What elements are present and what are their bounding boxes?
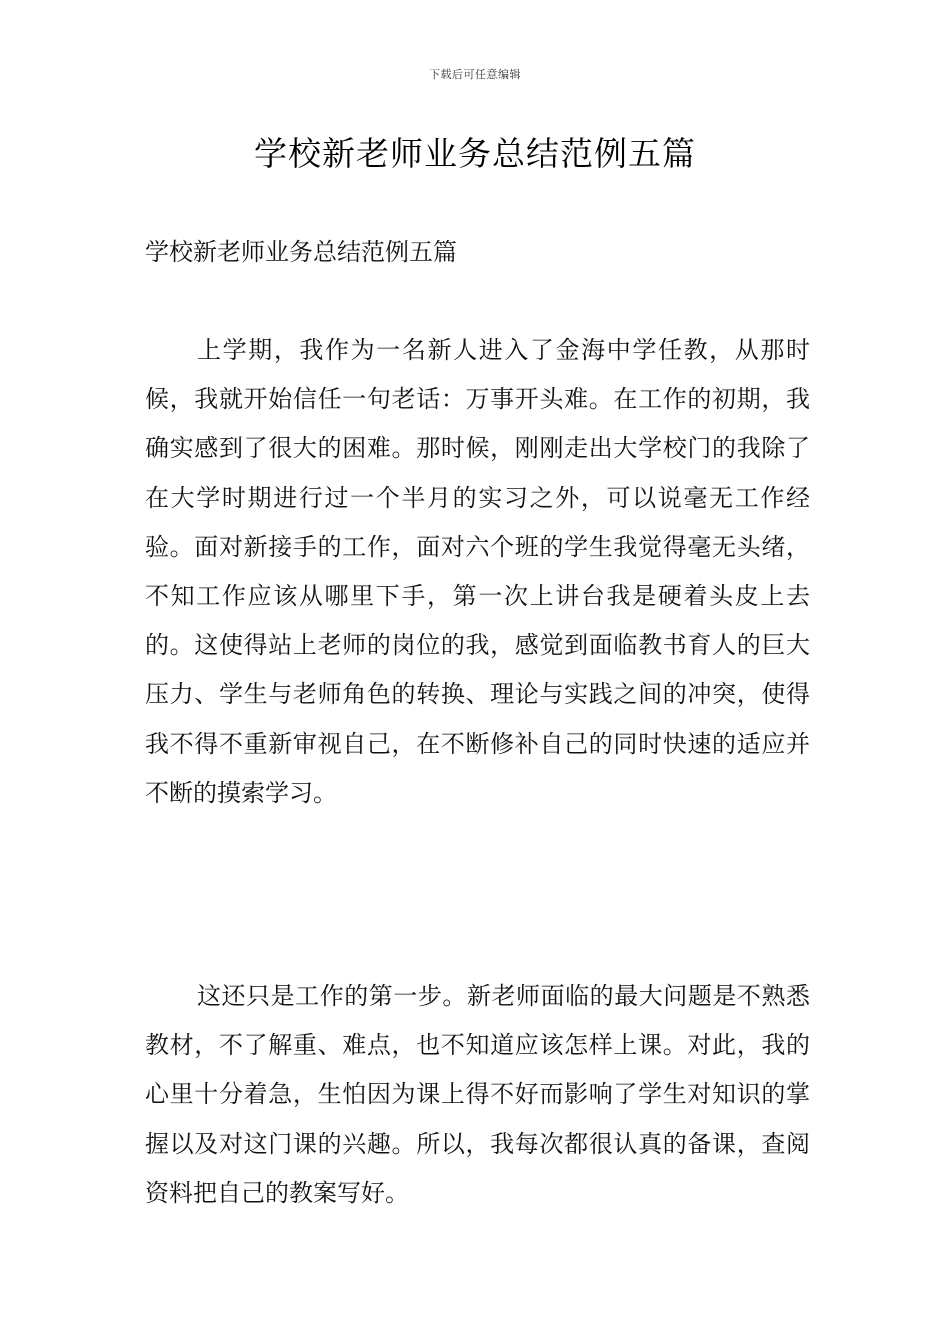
header-note: 下载后可任意编辑 bbox=[429, 68, 521, 81]
body-paragraph-2: 这还只是工作的第一步。新老师面临的最大问题是不熟悉教材，不了解重、难点，也不知道应该怎样上课。对此，我的心里十分着急，生怕因为课上得不好而影响了学生对知识的掌握以及对这门课的兴趣。所以，我每次都很认真的备课，查阅资料把自己的教案写好。 bbox=[145, 982, 810, 1207]
body-paragraph-1: 上学期，我作为一名新人进入了金海中学任教，从那时候，我就开始信任一句老话：万事开头难。在工作的初期，我确实感到了很大的困难。那时候，刚刚走出大学校门的我除了在大学时期进行过一个半月的实习之外，可以说毫无工作经验。面对新接手的工作，面对六个班的学生我觉得毫无头绪，不知工作应该从哪里下手，第一次上讲台我是硬着头皮上去的。这使得站上老师的岗位的我，感觉到面临教书育人的巨大压力、学生与老师角色的转换、理论与实践之间的冲突，使得我不得不重新审视自己，在不断修补自己的同时快速的适应并不断的摸索学习。 bbox=[145, 336, 810, 807]
document-title: 学校新老师业务总结范例五篇 bbox=[254, 134, 696, 173]
document-subtitle: 学校新老师业务总结范例五篇 bbox=[145, 238, 457, 266]
